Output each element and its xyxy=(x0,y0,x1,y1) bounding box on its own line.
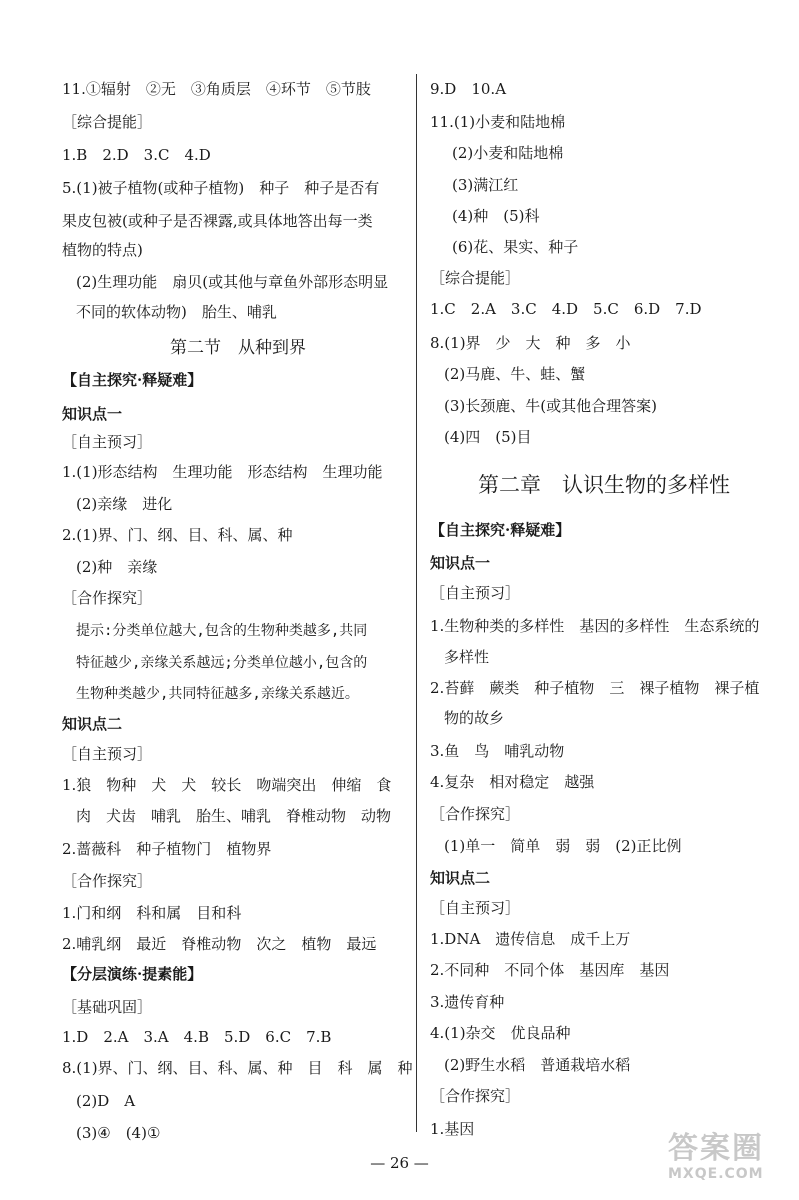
answer-line: 不同的软体动物) 胎生、哺乳 xyxy=(76,303,277,321)
answer-line: 4.复杂 相对稳定 越强 xyxy=(430,773,595,791)
answer-line: 1.狼 物种 犬 犬 较长 吻端突出 伸缩 食 xyxy=(62,776,392,794)
answer-line: (3)④ (4)① xyxy=(76,1124,161,1142)
hint-line: 特征越少,亲缘关系越远;分类单位越小,包含的 xyxy=(76,655,368,671)
answer-line: (2)野生水稻 普通栽培水稻 xyxy=(444,1056,631,1074)
section-label: ［自主预习］ xyxy=(62,433,153,451)
knowledge-point-heading: 知识点二 xyxy=(62,715,123,733)
knowledge-point-heading: 知识点二 xyxy=(430,869,491,887)
section-label: ［合作探究］ xyxy=(62,589,153,607)
section-label: ［综合提能］ xyxy=(430,269,521,287)
answer-line: 1.B 2.D 3.C 4.D xyxy=(62,146,211,164)
answer-line: 1.DNA 遗传信息 成千上万 xyxy=(430,930,631,948)
chapter-title: 第二章 认识生物的多样性 xyxy=(478,473,730,497)
answer-line: (2)小麦和陆地棉 xyxy=(452,144,564,162)
answer-line: 1.C 2.A 3.C 4.D 5.C 6.D 7.D xyxy=(430,300,702,318)
knowledge-point-heading: 知识点一 xyxy=(62,405,123,423)
answer-line: 8.(1)界 少 大 种 多 小 xyxy=(430,334,631,352)
watermark-line-1: 答案圈 xyxy=(668,1131,764,1166)
answer-line: (2)D A xyxy=(76,1092,136,1110)
answer-line: 植物的特点) xyxy=(62,241,143,259)
section-label: ［合作探究］ xyxy=(62,872,153,890)
page-number: — 26 — xyxy=(370,1154,429,1172)
answer-line: 2.苔藓 蕨类 种子植物 三 裸子植物 裸子植 xyxy=(430,679,760,697)
answer-line: 1.生物种类的多样性 基因的多样性 生态系统的 xyxy=(430,617,760,635)
section-label: ［合作探究］ xyxy=(430,1087,521,1105)
answer-line: 8.(1)界、门、纲、目、科、属、种 目 科 属 种 xyxy=(62,1059,413,1077)
answer-line: 2.蔷薇科 种子植物门 植物界 xyxy=(62,840,272,858)
hint-line: 生物种类越少,共同特征越多,亲缘关系越近。 xyxy=(76,686,359,702)
block-heading: 【自主探究·释疑难】 xyxy=(430,521,571,539)
answer-line: 多样性 xyxy=(444,648,490,666)
answer-line: 2.哺乳纲 最近 脊椎动物 次之 植物 最远 xyxy=(62,935,377,953)
answer-line: (4)种 (5)科 xyxy=(452,207,540,225)
answer-line: (3)长颈鹿、牛(或其他合理答案) xyxy=(444,397,657,415)
block-heading: 【自主探究·释疑难】 xyxy=(62,371,203,389)
hint-line: 提示:分类单位越大,包含的生物种类越多,共同 xyxy=(76,623,368,639)
answer-line: 1.D 2.A 3.A 4.B 5.D 6.C 7.B xyxy=(62,1028,332,1046)
answer-line: 1.门和纲 科和属 目和科 xyxy=(62,904,242,922)
answer-line: 11.①辐射 ②无 ③角质层 ④环节 ⑤节肢 xyxy=(62,80,371,98)
answer-line: 9.D 10.A xyxy=(430,80,507,98)
section-label: ［合作探究］ xyxy=(430,805,521,823)
answer-line: 2.(1)界、门、纲、目、科、属、种 xyxy=(62,526,293,544)
answer-line: (4)四 (5)目 xyxy=(444,428,532,446)
section-label: ［基础巩固］ xyxy=(62,998,153,1016)
answer-line: 11.(1)小麦和陆地棉 xyxy=(430,113,566,131)
answer-line: 3.鱼 鸟 哺乳动物 xyxy=(430,742,565,760)
answer-line: (2)马鹿、牛、蛙、蟹 xyxy=(444,365,586,383)
section-label: ［自主预习］ xyxy=(430,899,521,917)
section-label: ［自主预习］ xyxy=(430,584,521,602)
answer-line: 2.不同种 不同个体 基因库 基因 xyxy=(430,961,670,979)
answer-line: (2)种 亲缘 xyxy=(76,558,158,576)
watermark-line-2: MXQE.COM xyxy=(668,1166,764,1182)
answer-line: 1.基因 xyxy=(430,1120,475,1138)
answer-line: (1)单一 简单 弱 弱 (2)正比例 xyxy=(444,837,682,855)
answer-line: (3)满江红 xyxy=(452,176,519,194)
section-label: ［综合提能］ xyxy=(62,113,153,131)
section-title: 第二节 从种到界 xyxy=(170,338,306,358)
knowledge-point-heading: 知识点一 xyxy=(430,554,491,572)
answer-line: 5.(1)被子植物(或种子植物) 种子 种子是否有 xyxy=(62,179,380,197)
answer-line: 4.(1)杂交 优良品种 xyxy=(430,1024,571,1042)
answer-line: 1.(1)形态结构 生理功能 形态结构 生理功能 xyxy=(62,463,383,481)
watermark-logo xyxy=(668,1132,788,1194)
answer-line: 3.遗传育种 xyxy=(430,993,505,1011)
answer-line: (2)生理功能 扇贝(或其他与章鱼外部形态明显 xyxy=(76,273,389,291)
answer-line: (2)亲缘 进化 xyxy=(76,495,173,513)
answer-line: (6)花、果实、种子 xyxy=(452,238,579,256)
answer-line: 肉 犬齿 哺乳 胎生、哺乳 脊椎动物 动物 xyxy=(76,807,392,825)
answer-line: 物的故乡 xyxy=(444,709,505,727)
answer-line: 果皮包被(或种子是否裸露,或具体地答出每一类 xyxy=(62,212,373,230)
section-label: ［自主预习］ xyxy=(62,745,153,763)
column-divider xyxy=(416,74,417,1132)
block-heading: 【分层演练·提素能】 xyxy=(62,965,203,983)
